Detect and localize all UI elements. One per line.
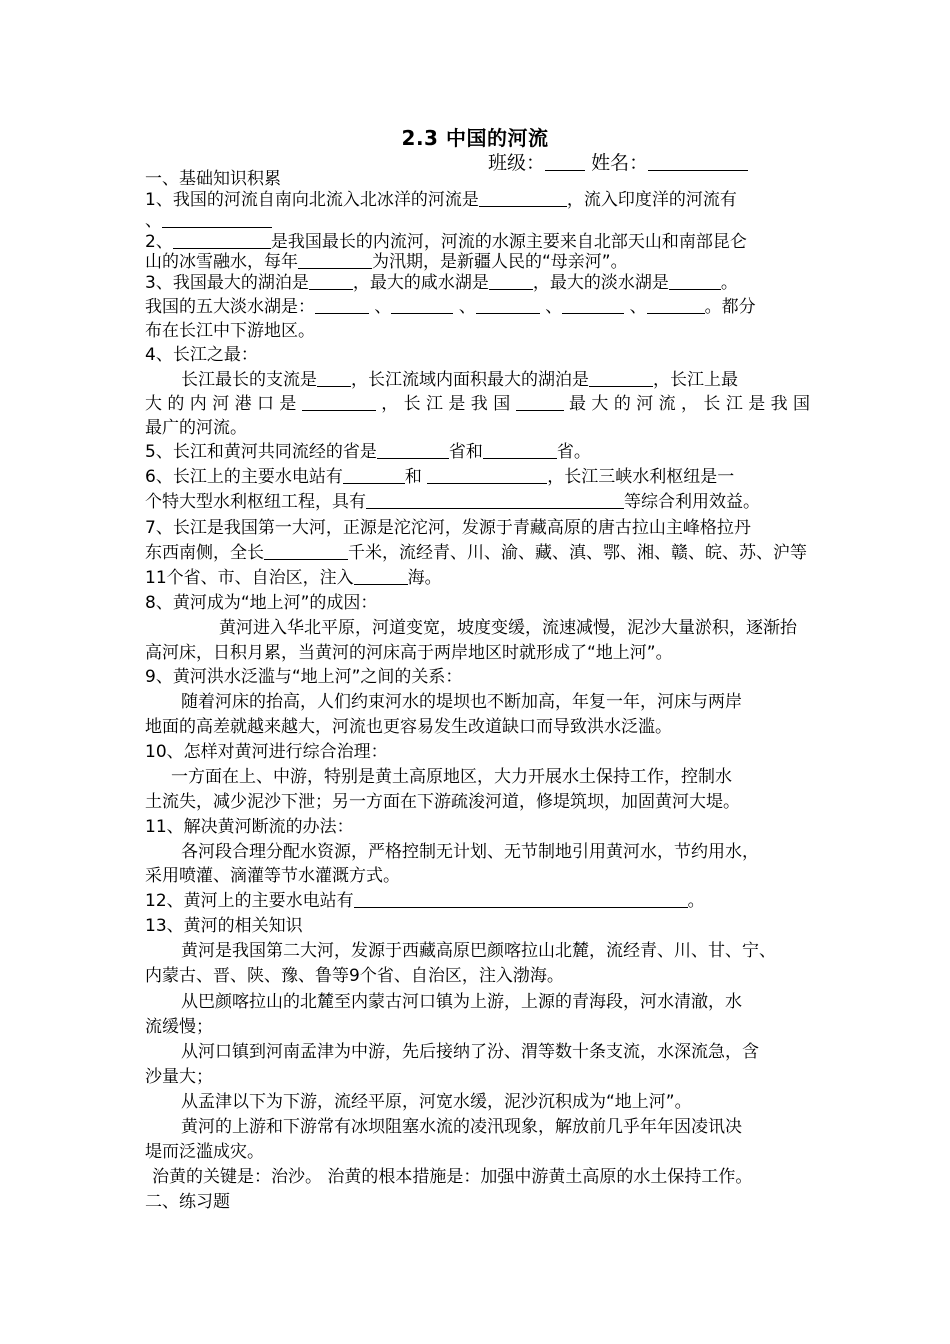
answer-blank[interactable]	[562, 296, 624, 314]
q7-line-1: 7、长江是我国第一大河，正源是沱沱河，发源于青藏高原的唐古拉山主峰格拉丹	[145, 518, 751, 538]
answer-blank[interactable]	[317, 369, 351, 387]
q8-heading: 8、黄河成为“地上河”的成因：	[145, 593, 378, 613]
q11-line-1: 各河段合理分配水资源，严格控制无计划、无节制地引用黄河水，节约用水，	[181, 842, 759, 862]
class-label: 班级：	[488, 152, 546, 174]
q10-line-1: 一方面在上、中游，特别是黄土高原地区，大力开展水土保持工作，控制水	[171, 767, 732, 787]
q8-line-1: 黄河进入华北平原，河道变宽，坡度变缓，流速减慢，泥沙大量淤积，逐渐抬	[219, 618, 797, 638]
q11-heading: 11、解决黄河断流的办法：	[145, 817, 354, 837]
answer-blank[interactable]	[302, 393, 376, 411]
q2-line-1: 2、 是我国最长的内流河，河流的水源主要来自北部天山和南部昆仑	[145, 232, 747, 252]
q13-line-2: 内蒙古、晋、陕、豫、鲁等9个省、自治区，注入渤海。	[145, 966, 564, 986]
answer-blank[interactable]	[589, 369, 653, 387]
q13-line-8: 黄河的上游和下游常有冰坝阻塞水流的凌汛现象，解放前几乎年年因凌讯决	[181, 1117, 742, 1137]
answer-blank[interactable]	[516, 393, 564, 411]
q13-line-1: 黄河是我国第二大河，发源于西藏高原巴颜喀拉山北麓，流经青、川、甘、宁、	[181, 941, 776, 961]
answer-blank[interactable]	[298, 251, 372, 269]
q13-line-5: 从河口镇到河南孟津为中游，先后接纳了汾、渭等数十条支流，水深流急，含	[181, 1042, 759, 1062]
q4-line-1: 长江最长的支流是 ，长江流域内面积最大的湖泊是 ，长江上最	[181, 370, 738, 390]
q1-line-1: 1、我国的河流自南向北流入北冰洋的河流是 ，流入印度洋的河流有	[145, 190, 737, 210]
answer-blank[interactable]	[366, 491, 624, 509]
answer-blank[interactable]	[354, 567, 408, 585]
q2-line-2: 山的冰雪融水，每年 为汛期，是新疆人民的“母亲河”。	[145, 252, 628, 272]
q11-line-2: 采用喷灌、滴灌等节水灌溉方式。	[145, 866, 400, 886]
answer-blank[interactable]	[354, 890, 688, 908]
answer-blank[interactable]	[483, 441, 557, 459]
section-heading-basics: 一、基础知识积累	[145, 169, 281, 189]
answer-blank[interactable]	[162, 210, 272, 228]
answer-blank[interactable]	[647, 296, 705, 314]
q1-line-2: 、	[145, 210, 810, 232]
q3-line-3: 布在长江中下游地区。	[145, 321, 315, 341]
answer-blank[interactable]	[309, 272, 353, 290]
q12-line: 12、黄河上的主要水电站有 。	[145, 891, 705, 911]
answer-blank[interactable]	[427, 466, 547, 484]
q4-line-3: 最广的河流。	[145, 418, 247, 438]
answer-blank[interactable]	[264, 542, 348, 560]
section-heading-exercises: 二、练习题	[145, 1192, 230, 1212]
q13-line-10: 治黄的关键是：治沙。 治黄的根本措施是：加强中游黄土高原的水土保持工作。	[152, 1167, 753, 1187]
q13-line-7: 从孟津以下为下游，流经平原，河宽水缓，泥沙沉积成为“地上河”。	[181, 1092, 692, 1112]
answer-blank[interactable]	[173, 231, 271, 249]
answer-blank[interactable]	[377, 441, 449, 459]
answer-blank[interactable]	[479, 189, 567, 207]
q9-line-2: 地面的高差就越来越大，河流也更容易发生改道缺口而导致洪水泛滥。	[145, 717, 672, 737]
q3-line-2: 我国的五大淡水湖是： 、 、 、 、 。都分	[145, 297, 756, 317]
q13-heading: 13、黄河的相关知识	[145, 916, 303, 936]
q7-line-2: 东西南侧，全长 千米，流经青、川、渝、藏、滇、鄂、湘、赣、皖、苏、沪等	[145, 543, 807, 563]
q13-line-6: 沙量大；	[145, 1067, 213, 1087]
q10-heading: 10、怎样对黄河进行综合治理：	[145, 742, 388, 762]
q9-heading: 9、黄河洪水泛滥与“地上河”之间的关系：	[145, 667, 463, 687]
q3-line-1: 3、我国最大的湖泊是 ，最大的咸水湖是 ，最大的淡水湖是 。	[145, 273, 738, 293]
page-title: 2.3 中国的河流	[401, 126, 549, 150]
q4-line-2: 大的内河港口是 ，长江是我国 最大的河流，长江是我国	[145, 394, 811, 414]
answer-blank[interactable]	[391, 296, 453, 314]
answer-blank[interactable]	[669, 272, 721, 290]
q13-line-3: 从巴颜喀拉山的北麓至内蒙古河口镇为上游，上源的青海段，河水清澈，水	[181, 992, 742, 1012]
q13-line-9: 堤而泛滥成灾。	[145, 1142, 264, 1162]
name-label: 姓名：	[591, 152, 649, 174]
q10-line-2: 土流失，减少泥沙下泄；另一方面在下游疏浚河道，修堤筑坝，加固黄河大堤。	[145, 792, 740, 812]
q5-line: 5、长江和黄河共同流经的省是 省和 省。	[145, 442, 591, 462]
q9-line-1: 随着河床的抬高，人们约束河水的堤坝也不断加高，年复一年，河床与两岸	[181, 692, 742, 712]
q8-line-2: 高河床，日积月累，当黄河的河床高于两岸地区时就形成了“地上河”。	[145, 643, 673, 663]
q7-line-3: 11个省、市、自治区，注入 海。	[145, 568, 442, 588]
answer-blank[interactable]	[343, 466, 405, 484]
q4-heading: 4、长江之最：	[145, 345, 258, 365]
q6-line-2: 个特大型水利枢纽工程，具有 等综合利用效益。	[145, 492, 760, 512]
q6-line-1: 6、长江上的主要水电站有 和 ，长江三峡水利枢纽是一	[145, 467, 735, 487]
q13-line-4: 流缓慢；	[145, 1017, 213, 1037]
answer-blank[interactable]	[476, 296, 540, 314]
answer-blank[interactable]	[489, 272, 533, 290]
answer-blank[interactable]	[315, 296, 369, 314]
